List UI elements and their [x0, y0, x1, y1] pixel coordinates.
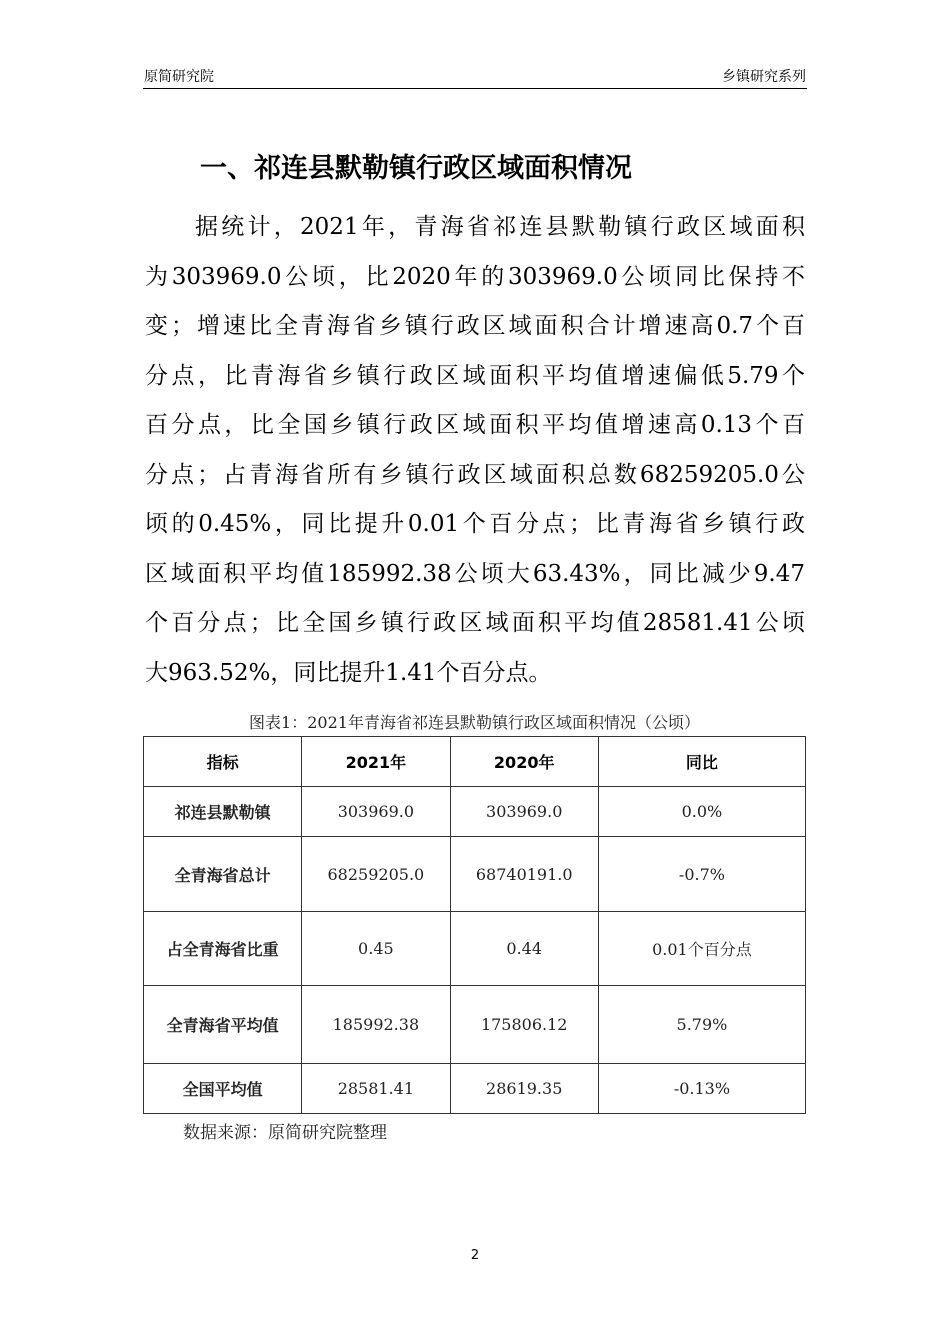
row-label: 祁连县默勒镇 — [144, 787, 302, 837]
paragraph-line: 顷的0.45%，同比提升0.01个百分点；比青海省乡镇行政 — [145, 511, 805, 537]
body-paragraph — [145, 205, 805, 700]
header-right: 乡镇研究系列 — [722, 69, 806, 85]
paragraph-line: 变；增速比全青海省乡镇行政区域面积合计增速高0.7个百 — [145, 313, 805, 339]
paragraph-line: 分点，比青海省乡镇行政区域面积平均值增速偏低5.79个 — [145, 362, 805, 389]
column-header: 2020年 — [450, 737, 598, 787]
table-header-row — [144, 737, 806, 787]
header-left: 原简研究院 — [144, 69, 214, 85]
table-cell: 28619.35 — [450, 1064, 598, 1114]
table-row — [144, 1064, 806, 1114]
table-cell: 28581.41 — [302, 1064, 450, 1114]
table-cell: 0.01个百分点 — [598, 912, 805, 986]
section-title: 一、祁连县默勒镇行政区域面积情况 — [200, 153, 632, 184]
data-source: 数据来源：原简研究院整理 — [183, 1123, 387, 1143]
column-header: 2021年 — [302, 737, 450, 787]
table-cell: 303969.0 — [450, 787, 598, 837]
column-header: 同比 — [598, 737, 805, 787]
page-number: 2 — [470, 1248, 480, 1263]
paragraph-line: 据统计，2021年，青海省祁连县默勒镇行政区域面积 — [195, 214, 805, 240]
table-row — [144, 986, 806, 1064]
row-label: 占全青海省比重 — [144, 912, 302, 986]
paragraph-line: 为303969.0公顷，比2020年的303969.0公顷同比保持不 — [145, 263, 805, 290]
table-cell: 68740191.0 — [450, 837, 598, 912]
paragraph-line: 分点；占青海省所有乡镇行政区域面积总数68259205.0公 — [145, 461, 805, 488]
table-cell: 303969.0 — [302, 787, 450, 837]
table-cell: 175806.12 — [450, 986, 598, 1064]
row-label: 全国平均值 — [144, 1064, 302, 1114]
table-cell: 0.45 — [302, 912, 450, 986]
table-cell: 0.0% — [598, 787, 805, 837]
header-divider — [143, 88, 807, 89]
table-cell: -0.13% — [598, 1064, 805, 1114]
table-caption: 图表1：2021年青海省祁连县默勒镇行政区域面积情况（公顷） — [249, 713, 700, 732]
column-header: 指标 — [144, 737, 302, 787]
table-cell: 68259205.0 — [302, 837, 450, 912]
table-cell: 5.79% — [598, 986, 805, 1064]
table-cell: 0.44 — [450, 912, 598, 986]
table-cell: -0.7% — [598, 837, 805, 912]
paragraph-line: 区域面积平均值185992.38公顷大63.43%，同比减少9.47 — [145, 560, 805, 587]
row-label: 全青海省平均值 — [144, 986, 302, 1064]
data-table — [143, 736, 806, 1114]
paragraph-line: 个百分点；比全国乡镇行政区域面积平均值28581.41公顷 — [145, 610, 805, 636]
paragraph-line: 百分点，比全国乡镇行政区域面积平均值增速高0.13个百 — [145, 412, 805, 438]
paragraph-line: 大963.52%，同比提升1.41个百分点。 — [145, 659, 552, 686]
table-row — [144, 837, 806, 912]
table-row — [144, 787, 806, 837]
row-label: 全青海省总计 — [144, 837, 302, 912]
table-row — [144, 912, 806, 986]
table-cell: 185992.38 — [302, 986, 450, 1064]
